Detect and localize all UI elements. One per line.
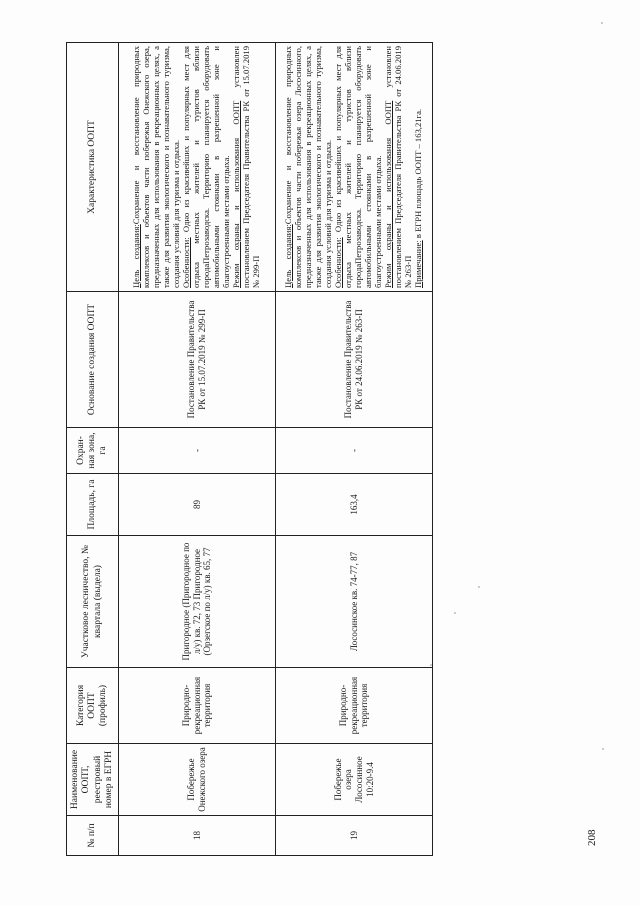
cell-area: 89 bbox=[119, 474, 276, 536]
goal-label: Цель создания: bbox=[283, 224, 294, 288]
cell-category: Природно-рекреационная территория bbox=[276, 668, 433, 744]
features-text: Одно из красивейших и популярных мест для отдыха местных жителей и туристов вблизи городаПетрозаводска. Территорию планируется оборудовать автомобильными стоянками в разрешенной зоне и благоустроенными местами отдыха. bbox=[333, 46, 383, 288]
cell-num: 19 bbox=[276, 816, 433, 856]
header-num: № п/п bbox=[67, 816, 119, 856]
cell-characteristics bbox=[276, 43, 433, 292]
features-text: Одно из красивейших и популярных мест для отдыха местных жителей и туристов вблизи городаПетрозаводска. Территорию планируется оборудовать автомобильными стоянками в разрешенной зоне и благоустроенными местами отдыха. bbox=[181, 46, 231, 288]
regime-text: установлен постановлением Председателя Правительства РК от 15.07.2019 № 299-П bbox=[230, 46, 261, 288]
regime-text: установлен постановлением Председателя Правительства РК от 24.06.2019 № 263-П bbox=[382, 46, 413, 288]
note-label: Примечание: bbox=[412, 240, 423, 288]
scan-speck bbox=[478, 586, 480, 588]
regime-label: Режим охраны и использования ООПТ bbox=[230, 100, 241, 288]
header-basis: Основание создания ООПТ bbox=[67, 292, 119, 428]
cell-forestry: Лососинское кв. 74-77, 87 bbox=[276, 536, 433, 668]
header-area: Площадь, га bbox=[67, 474, 119, 536]
cell-buffer-zone: - bbox=[276, 428, 433, 474]
table-row bbox=[119, 43, 276, 856]
cell-name: Побережье озера Лососинное 10:20-9.4 bbox=[276, 744, 433, 816]
header-buffer-zone: Охран-ная зона, га bbox=[67, 428, 119, 474]
cell-basis: Постановление Правительства РК от 24.06.2019 № 263-П bbox=[276, 292, 433, 428]
cell-num: 18 bbox=[119, 816, 276, 856]
goal-label: Цель создания: bbox=[131, 224, 142, 288]
cell-buffer-zone: - bbox=[119, 428, 276, 474]
scan-speck bbox=[601, 22, 603, 24]
cell-forestry: Пригородное (Пригородное по л/у) кв. 72, 73 Пригородное (Орзегское по л/у) кв. 65, 77 bbox=[119, 536, 276, 668]
cell-characteristics bbox=[119, 43, 276, 292]
features-label: Особенности: bbox=[181, 237, 192, 288]
note-text: в ЕГРН площадь ООПТ – 163,21га. bbox=[412, 108, 423, 241]
header-characteristics: Характеристика ООПТ bbox=[67, 43, 119, 292]
ootp-table bbox=[66, 42, 433, 856]
header-category: Категория ООПТ (профиль) bbox=[67, 668, 119, 744]
goal-text: Сохранение и восстановление природных комплексов и объектов части побережья Онежского озера, предназначенных для использования в рекреационных целях, а также для развития экологического и познавательного туризма, создания условий для туризма и отдыха. bbox=[131, 46, 182, 288]
rotated-table-wrapper bbox=[66, 43, 433, 856]
header-name: Наименование ООПТ, реестровый номер в ЕГРН bbox=[67, 744, 119, 816]
features-label: Особенности: bbox=[333, 237, 344, 288]
page-number: 208 bbox=[586, 829, 598, 846]
cell-category: Природно-рекреационная территория bbox=[119, 668, 276, 744]
cell-basis: Постановление Правительства РК от 15.07.2019 № 299-П bbox=[119, 292, 276, 428]
goal-text: Сохранение и восстановление природных комплексов и объектов части побережья озера Лососинного, предназначенных для использования в рекреационных целях, а также для развития экологического и познавательного туризма, создания условий для туризма и отдыха. bbox=[283, 46, 334, 288]
header-forestry: Участковое лесничество, № квартала (выдела) bbox=[67, 536, 119, 668]
table-header-row bbox=[67, 43, 119, 856]
cell-name: Побережье Онежского озера bbox=[119, 744, 276, 816]
table-row bbox=[276, 43, 433, 856]
scan-speck bbox=[602, 748, 604, 750]
scan-speck bbox=[454, 612, 456, 614]
cell-area: 163,4 bbox=[276, 474, 433, 536]
regime-label: Режим охраны и использования ООПТ bbox=[382, 100, 393, 288]
